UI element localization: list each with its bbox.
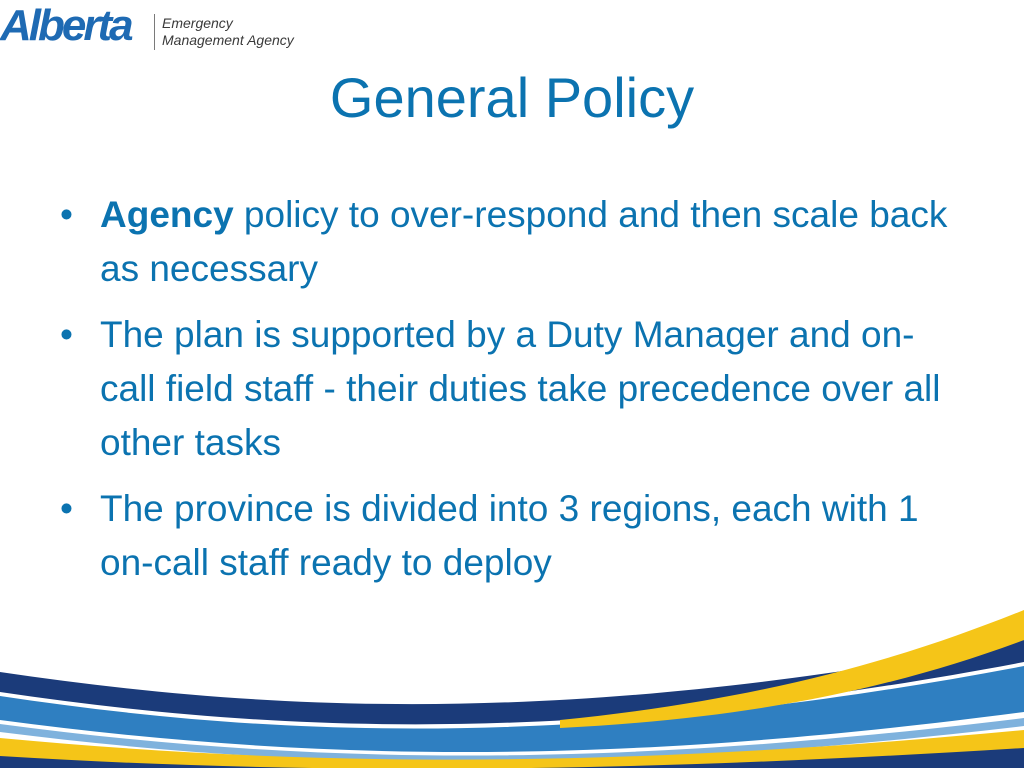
bullet-lead: Agency xyxy=(100,194,234,235)
bullet-list xyxy=(60,188,960,602)
logo-agency-name xyxy=(162,15,294,49)
alberta-logo xyxy=(0,0,310,60)
logo-wordmark: Alberta xyxy=(0,1,131,50)
bullet-marker: • xyxy=(60,314,73,355)
bullet-item xyxy=(60,188,960,296)
slide-title: General Policy xyxy=(329,66,695,129)
logo-divider xyxy=(154,14,155,50)
bullet-text: policy to over-respond and then scale back as necessary xyxy=(100,194,948,289)
bullet-item xyxy=(60,308,960,470)
bullet-text: The plan is supported by a Duty Manager and on-call field staff - their duties take precedence over all other tasks xyxy=(100,314,941,463)
bullet-item xyxy=(60,482,960,590)
logo-agency-line-2: Management Agency xyxy=(162,32,294,48)
bullet-marker: • xyxy=(60,488,73,529)
bullet-text: The province is divided into 3 regions, each with 1 on-call staff ready to deploy xyxy=(100,488,919,583)
logo-agency-line-1: Emergency xyxy=(162,15,233,31)
decorative-swoosh xyxy=(0,600,1024,768)
bullet-marker: • xyxy=(60,194,73,235)
